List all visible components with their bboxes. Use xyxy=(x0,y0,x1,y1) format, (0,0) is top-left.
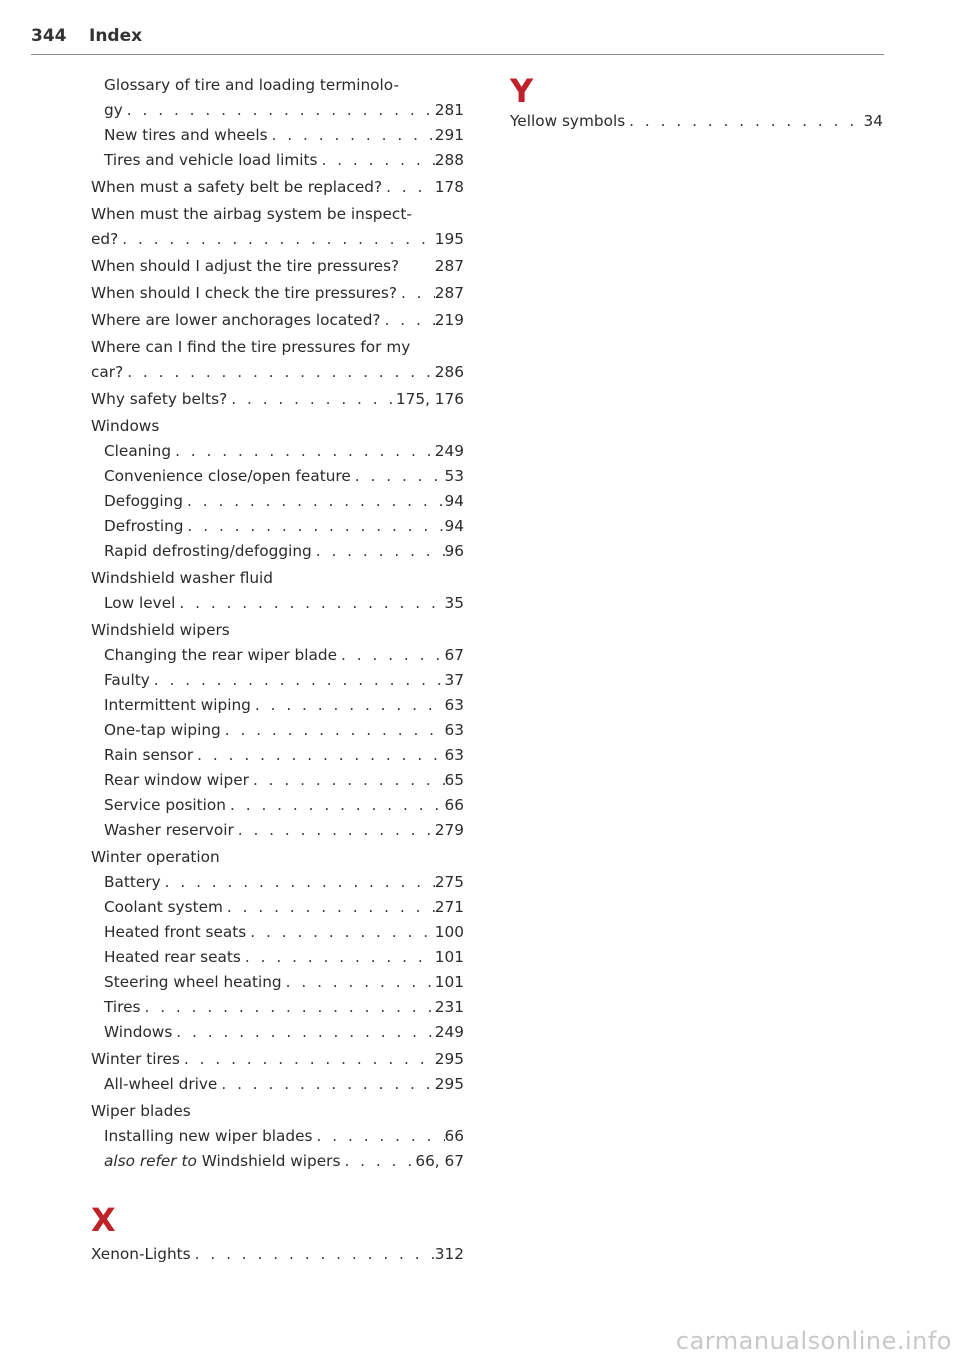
index-subentry: Washer reservoir . . . 279 xyxy=(91,818,464,843)
section-letter-y: Y xyxy=(510,72,534,110)
index-entry: Winter tires . . . 295 xyxy=(91,1047,464,1072)
index-subentry: Intermittent wiping . . . 63 xyxy=(91,693,464,718)
index-subentry: Service position . . . 66 xyxy=(91,793,464,818)
index-subentry: Faulty . . . 37 xyxy=(91,668,464,693)
index-subentry: Defrosting . . . 94 xyxy=(91,514,464,539)
index-subentry: Battery . . . 275 xyxy=(91,870,464,895)
index-heading: Windshield washer fluid xyxy=(91,569,273,587)
index-column-right xyxy=(510,73,883,134)
index-entry: Where are lower anchorages located? . . . 219 xyxy=(91,308,464,333)
index-entry: Glossary of tire and loading terminolo- xyxy=(104,76,399,94)
index-subentry: Tires . . . 231 xyxy=(91,995,464,1020)
index-subentry: One-tap wiping . . . 63 xyxy=(91,718,464,743)
index-heading: Winter operation xyxy=(91,848,220,866)
page-number: 344 xyxy=(31,26,67,46)
page-header xyxy=(31,24,884,55)
index-entry: gy . . . 281 xyxy=(91,98,464,123)
index-entry: Yellow symbols . . . 34 xyxy=(510,109,883,134)
index-subentry: Changing the rear wiper blade . . . 67 xyxy=(91,643,464,668)
index-subentry: Coolant system . . . 271 xyxy=(91,895,464,920)
index-entry: Why safety belts? . . . 175, 176 xyxy=(91,387,464,412)
index-entry: Tires and vehicle load limits . . . 288 xyxy=(91,148,464,173)
index-subentry: Cleaning . . . 249 xyxy=(91,439,464,464)
index-subentry: Heated front seats . . . 100 xyxy=(91,920,464,945)
index-entry: car? . . . 286 xyxy=(91,360,464,385)
index-subentry: Heated rear seats . . . 101 xyxy=(91,945,464,970)
index-subentry: Windows . . . 249 xyxy=(91,1020,464,1045)
index-subentry: Defogging . . . 94 xyxy=(91,489,464,514)
index-subentry: Low level . . . 35 xyxy=(91,591,464,616)
index-subentry: All-wheel drive . . . 295 xyxy=(91,1072,464,1097)
index-entry: When should I check the tire pressures? . . . 287 xyxy=(91,281,464,306)
watermark: carmanualsonline.info xyxy=(675,1327,952,1355)
index-entry: Xenon-Lights . . . 312 xyxy=(91,1242,464,1267)
section-title: Index xyxy=(89,26,143,46)
index-subentry: Rain sensor . . . 63 xyxy=(91,743,464,768)
index-subentry: Rapid defrosting/defogging . . . 96 xyxy=(91,539,464,564)
index-subentry: Installing new wiper blades . . . 66 xyxy=(91,1124,464,1149)
index-subentry: Steering wheel heating . . . 101 xyxy=(91,970,464,995)
index-subentry: Convenience close/open feature . . . 53 xyxy=(91,464,464,489)
index-entry: When must the airbag system be inspect- xyxy=(91,205,412,223)
cross-reference-label: also refer to xyxy=(104,1152,197,1170)
index-heading: Windows xyxy=(91,417,160,435)
index-entry: ed? . . . 195 xyxy=(91,227,464,252)
index-subentry: Rear window wiper . . . 65 xyxy=(91,768,464,793)
index-entry: When must a safety belt be replaced? . . . 178 xyxy=(91,175,464,200)
index-entry: When should I adjust the tire pressures? 287 xyxy=(91,257,464,275)
index-heading: Windshield wipers xyxy=(91,621,230,639)
index-entry: Where can I find the tire pressures for my xyxy=(91,338,411,356)
index-heading: Wiper blades xyxy=(91,1102,191,1120)
index-subentry: also refer to Windshield wipers . . . 66, 67 xyxy=(91,1149,464,1174)
section-letter-x: X xyxy=(91,1201,116,1239)
index-entry: New tires and wheels . . . 291 xyxy=(91,123,464,148)
index-column-left xyxy=(91,73,464,1267)
